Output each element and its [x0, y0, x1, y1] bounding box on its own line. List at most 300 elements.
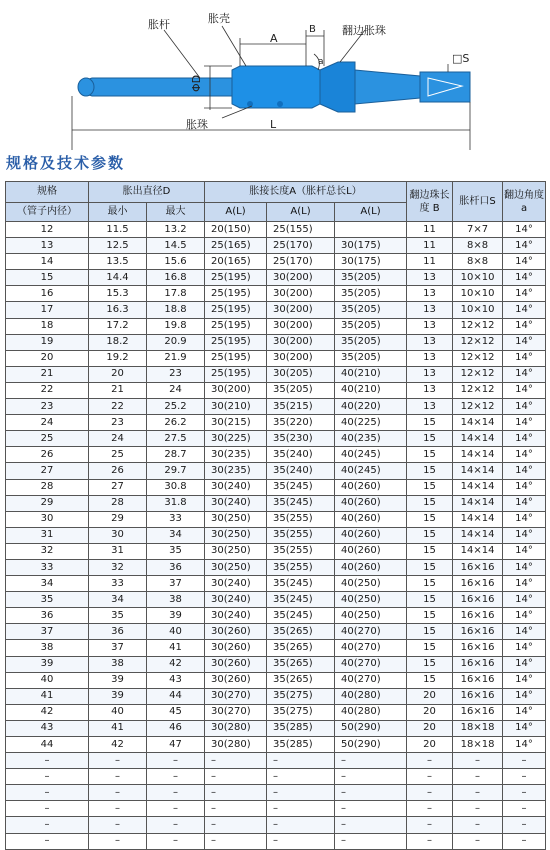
- cell-length-a3: 30(175): [335, 238, 407, 254]
- cell-spec: 34: [6, 576, 89, 592]
- cell-angle: 14°: [503, 350, 546, 366]
- cell-shank-s: 12×12: [453, 318, 503, 334]
- cell-max-d: 39: [147, 608, 205, 624]
- cell-flange-b: –: [407, 769, 453, 785]
- cell-shank-s: 12×12: [453, 399, 503, 415]
- cell-shank-s: –: [453, 801, 503, 817]
- cell-length-a3: –: [335, 769, 407, 785]
- header-a3: A(L): [335, 203, 407, 222]
- cell-shank-s: 14×14: [453, 527, 503, 543]
- header-length-a: 胀接长度A（胀杆总长L）: [205, 182, 407, 203]
- angle-a: a: [318, 57, 324, 67]
- cell-min-d: 19.2: [89, 350, 147, 366]
- cell-length-a2: 30(200): [267, 334, 335, 350]
- cell-min-d: 28: [89, 495, 147, 511]
- cell-shank-s: 16×16: [453, 656, 503, 672]
- cell-max-d: 27.5: [147, 431, 205, 447]
- cell-length-a3: 35(205): [335, 350, 407, 366]
- cell-shank-s: –: [453, 769, 503, 785]
- cell-angle: 14°: [503, 254, 546, 270]
- cell-min-d: –: [89, 801, 147, 817]
- cell-length-a3: 35(205): [335, 318, 407, 334]
- cell-min-d: 14.4: [89, 270, 147, 286]
- cell-length-a2: 35(215): [267, 399, 335, 415]
- header-spec: 规格: [6, 182, 89, 203]
- table-row: [6, 463, 546, 479]
- cell-min-d: 23: [89, 415, 147, 431]
- cell-flange-b: 15: [407, 608, 453, 624]
- shell-body: [232, 66, 320, 108]
- cell-spec: 31: [6, 527, 89, 543]
- cell-length-a2: 30(200): [267, 318, 335, 334]
- cell-max-d: 41: [147, 640, 205, 656]
- table-row: [6, 704, 546, 720]
- cell-length-a3: 40(235): [335, 431, 407, 447]
- cell-spec: 38: [6, 640, 89, 656]
- header-spec-sub: （管子内径）: [6, 203, 89, 222]
- cell-flange-b: –: [407, 753, 453, 769]
- label-flange-bead: 翻边胀珠: [342, 24, 386, 37]
- label-shell: 胀壳: [208, 12, 230, 25]
- table-row: [6, 511, 546, 527]
- cell-angle: 14°: [503, 415, 546, 431]
- shank-tip: [78, 78, 94, 96]
- cell-length-a2: –: [267, 769, 335, 785]
- cell-flange-b: 15: [407, 415, 453, 431]
- cell-min-d: 22: [89, 399, 147, 415]
- cell-min-d: 32: [89, 559, 147, 575]
- cell-length-a1: 30(280): [205, 737, 267, 753]
- cell-length-a2: 35(255): [267, 511, 335, 527]
- cell-length-a1: 30(215): [205, 415, 267, 431]
- cell-spec: 33: [6, 559, 89, 575]
- cell-flange-b: 15: [407, 511, 453, 527]
- cell-max-d: 43: [147, 672, 205, 688]
- cell-shank-s: 16×16: [453, 688, 503, 704]
- cell-max-d: 28.7: [147, 447, 205, 463]
- cell-flange-b: 13: [407, 366, 453, 382]
- cell-angle: 14°: [503, 222, 546, 238]
- cell-shank-s: 14×14: [453, 479, 503, 495]
- cell-length-a1: 20(165): [205, 254, 267, 270]
- cell-max-d: 16.8: [147, 270, 205, 286]
- cell-min-d: 41: [89, 720, 147, 736]
- cell-length-a3: 40(210): [335, 366, 407, 382]
- cell-min-d: 42: [89, 737, 147, 753]
- cell-flange-b: 15: [407, 495, 453, 511]
- cell-length-a3: 30(175): [335, 254, 407, 270]
- cell-flange-b: 15: [407, 447, 453, 463]
- cell-length-a3: 40(280): [335, 688, 407, 704]
- cell-spec: 19: [6, 334, 89, 350]
- cell-min-d: 40: [89, 704, 147, 720]
- table-row: [6, 753, 546, 769]
- cell-length-a1: 30(240): [205, 479, 267, 495]
- cell-length-a1: 25(195): [205, 334, 267, 350]
- cell-length-a1: –: [205, 801, 267, 817]
- cell-length-a1: –: [205, 785, 267, 801]
- cell-shank-s: 18×18: [453, 720, 503, 736]
- cell-angle: 14°: [503, 334, 546, 350]
- cell-max-d: –: [147, 769, 205, 785]
- cell-flange-b: 15: [407, 672, 453, 688]
- cell-length-a2: 35(285): [267, 737, 335, 753]
- cell-min-d: 18.2: [89, 334, 147, 350]
- cell-length-a1: 30(260): [205, 672, 267, 688]
- cell-length-a2: 35(220): [267, 415, 335, 431]
- header-flange-angle: 翻边角度a: [503, 182, 546, 222]
- cell-length-a1: –: [205, 817, 267, 833]
- cell-angle: 14°: [503, 656, 546, 672]
- cell-min-d: 33: [89, 576, 147, 592]
- table-row: [6, 366, 546, 382]
- table-row: [6, 238, 546, 254]
- cell-spec: –: [6, 833, 89, 849]
- cell-max-d: 38: [147, 592, 205, 608]
- cell-max-d: 46: [147, 720, 205, 736]
- cell-length-a2: 35(245): [267, 576, 335, 592]
- cell-length-a1: 30(240): [205, 495, 267, 511]
- cell-length-a2: 25(170): [267, 238, 335, 254]
- cell-length-a1: 30(280): [205, 720, 267, 736]
- cell-length-a2: –: [267, 753, 335, 769]
- cell-max-d: 35: [147, 543, 205, 559]
- cell-length-a3: 40(260): [335, 479, 407, 495]
- cell-length-a3: 40(220): [335, 399, 407, 415]
- cell-shank-s: 14×14: [453, 447, 503, 463]
- table-row: [6, 479, 546, 495]
- cell-shank-s: 14×14: [453, 463, 503, 479]
- cell-flange-b: –: [407, 785, 453, 801]
- cell-shank-s: 16×16: [453, 640, 503, 656]
- cell-min-d: 17.2: [89, 318, 147, 334]
- cell-angle: –: [503, 833, 546, 849]
- cell-length-a3: –: [335, 833, 407, 849]
- table-row: [6, 608, 546, 624]
- table-row: [6, 334, 546, 350]
- cell-flange-b: –: [407, 817, 453, 833]
- dim-l: L: [270, 118, 277, 131]
- cell-angle: –: [503, 801, 546, 817]
- cell-spec: –: [6, 753, 89, 769]
- cell-max-d: 26.2: [147, 415, 205, 431]
- cell-length-a2: 35(230): [267, 431, 335, 447]
- cell-spec: 12: [6, 222, 89, 238]
- cell-length-a3: 35(205): [335, 302, 407, 318]
- cell-angle: 14°: [503, 608, 546, 624]
- cell-length-a1: 25(165): [205, 238, 267, 254]
- cell-length-a2: 30(200): [267, 286, 335, 302]
- cell-length-a3: 40(250): [335, 576, 407, 592]
- header-min: 最小: [89, 203, 147, 222]
- table-row: [6, 399, 546, 415]
- cell-angle: –: [503, 785, 546, 801]
- cell-flange-b: 15: [407, 559, 453, 575]
- cell-length-a3: –: [335, 817, 407, 833]
- cell-min-d: 26: [89, 463, 147, 479]
- cell-spec: 39: [6, 656, 89, 672]
- cell-angle: 14°: [503, 672, 546, 688]
- cell-length-a3: 35(205): [335, 286, 407, 302]
- table-row: [6, 527, 546, 543]
- cell-spec: 16: [6, 286, 89, 302]
- cell-min-d: 25: [89, 447, 147, 463]
- cell-flange-b: 20: [407, 688, 453, 704]
- cell-shank-s: 16×16: [453, 592, 503, 608]
- cell-angle: 14°: [503, 511, 546, 527]
- cell-length-a1: 30(210): [205, 399, 267, 415]
- cell-length-a1: 30(250): [205, 511, 267, 527]
- cell-shank-s: 10×10: [453, 302, 503, 318]
- cell-length-a3: –: [335, 801, 407, 817]
- dim-b: B: [309, 24, 316, 35]
- cell-min-d: 39: [89, 688, 147, 704]
- cell-length-a3: 50(290): [335, 720, 407, 736]
- cell-angle: 14°: [503, 527, 546, 543]
- cell-flange-b: 13: [407, 350, 453, 366]
- cell-spec: 27: [6, 463, 89, 479]
- table-row: [6, 543, 546, 559]
- cell-min-d: 30: [89, 527, 147, 543]
- cell-shank-s: 7×7: [453, 222, 503, 238]
- tube-expander-diagram: [0, 0, 550, 152]
- cell-shank-s: –: [453, 817, 503, 833]
- cell-length-a3: 40(225): [335, 415, 407, 431]
- cell-max-d: 30.8: [147, 479, 205, 495]
- table-row: [6, 737, 546, 753]
- spec-table-body: [6, 222, 546, 850]
- table-row: [6, 801, 546, 817]
- cell-length-a2: 35(205): [267, 382, 335, 398]
- cell-length-a2: 35(255): [267, 527, 335, 543]
- rear-shank: [355, 70, 420, 104]
- cell-max-d: –: [147, 833, 205, 849]
- header-shank-s: 胀杆口S: [453, 182, 503, 222]
- table-row: [6, 817, 546, 833]
- cell-spec: 37: [6, 624, 89, 640]
- cell-max-d: 20.9: [147, 334, 205, 350]
- cell-angle: 14°: [503, 495, 546, 511]
- cell-max-d: 14.5: [147, 238, 205, 254]
- cell-max-d: –: [147, 785, 205, 801]
- cell-spec: 23: [6, 399, 89, 415]
- shank-rod: [80, 78, 232, 96]
- cell-max-d: 31.8: [147, 495, 205, 511]
- header-flange-b: 翻边珠长度 B: [407, 182, 453, 222]
- cell-length-a3: 35(205): [335, 334, 407, 350]
- table-row: [6, 688, 546, 704]
- table-row: [6, 302, 546, 318]
- cell-shank-s: 16×16: [453, 672, 503, 688]
- cell-length-a1: –: [205, 753, 267, 769]
- cell-max-d: –: [147, 801, 205, 817]
- cell-flange-b: 15: [407, 592, 453, 608]
- cell-spec: 44: [6, 737, 89, 753]
- cell-shank-s: 10×10: [453, 286, 503, 302]
- table-row: [6, 672, 546, 688]
- cell-length-a1: 30(240): [205, 592, 267, 608]
- cell-length-a1: 30(260): [205, 640, 267, 656]
- cell-length-a3: 40(260): [335, 543, 407, 559]
- table-row: [6, 222, 546, 238]
- cell-shank-s: 16×16: [453, 608, 503, 624]
- cell-flange-b: 15: [407, 431, 453, 447]
- cell-angle: 14°: [503, 302, 546, 318]
- cell-max-d: 29.7: [147, 463, 205, 479]
- cell-angle: 14°: [503, 576, 546, 592]
- cell-length-a3: –: [335, 785, 407, 801]
- cell-length-a2: 35(275): [267, 688, 335, 704]
- cell-angle: 14°: [503, 238, 546, 254]
- cell-length-a1: 30(260): [205, 624, 267, 640]
- cell-length-a2: 35(245): [267, 495, 335, 511]
- cell-length-a3: 40(270): [335, 624, 407, 640]
- cell-length-a1: –: [205, 769, 267, 785]
- cell-length-a2: 35(240): [267, 463, 335, 479]
- cell-flange-b: 13: [407, 382, 453, 398]
- cell-max-d: 21.9: [147, 350, 205, 366]
- cell-length-a1: 25(195): [205, 270, 267, 286]
- cell-spec: 41: [6, 688, 89, 704]
- cell-length-a1: 25(195): [205, 318, 267, 334]
- cell-spec: 13: [6, 238, 89, 254]
- cell-length-a3: 40(250): [335, 608, 407, 624]
- cell-min-d: 31: [89, 543, 147, 559]
- cell-flange-b: 15: [407, 640, 453, 656]
- cell-flange-b: 15: [407, 527, 453, 543]
- cell-flange-b: 20: [407, 704, 453, 720]
- cell-angle: 14°: [503, 399, 546, 415]
- cell-length-a3: 40(270): [335, 640, 407, 656]
- cell-angle: 14°: [503, 479, 546, 495]
- cell-min-d: 11.5: [89, 222, 147, 238]
- cell-angle: 14°: [503, 640, 546, 656]
- cell-length-a1: 30(270): [205, 688, 267, 704]
- table-row: [6, 286, 546, 302]
- cell-length-a2: 25(155): [267, 222, 335, 238]
- section-title: 规格及技术参数: [6, 154, 126, 172]
- cell-length-a1: 30(235): [205, 447, 267, 463]
- cell-length-a1: 25(195): [205, 366, 267, 382]
- cell-length-a2: 35(245): [267, 592, 335, 608]
- cell-length-a1: 30(200): [205, 382, 267, 398]
- table-row: [6, 640, 546, 656]
- cell-flange-b: 13: [407, 270, 453, 286]
- cell-length-a1: 30(250): [205, 559, 267, 575]
- cell-length-a2: –: [267, 833, 335, 849]
- table-row: [6, 576, 546, 592]
- cell-angle: –: [503, 753, 546, 769]
- cell-max-d: 23: [147, 366, 205, 382]
- cell-length-a3: 40(260): [335, 511, 407, 527]
- cell-length-a3: 40(250): [335, 592, 407, 608]
- cell-shank-s: 16×16: [453, 704, 503, 720]
- cell-spec: 40: [6, 672, 89, 688]
- cell-length-a3: [335, 222, 407, 238]
- cell-min-d: –: [89, 833, 147, 849]
- cell-flange-b: –: [407, 833, 453, 849]
- cell-max-d: 17.8: [147, 286, 205, 302]
- cell-spec: 18: [6, 318, 89, 334]
- cell-spec: 30: [6, 511, 89, 527]
- cell-min-d: 35: [89, 608, 147, 624]
- dim-s: □S: [452, 52, 470, 65]
- cell-length-a1: 30(240): [205, 608, 267, 624]
- cell-length-a1: 30(250): [205, 543, 267, 559]
- cell-angle: 14°: [503, 704, 546, 720]
- cell-angle: 14°: [503, 431, 546, 447]
- cell-min-d: 16.3: [89, 302, 147, 318]
- cell-shank-s: 10×10: [453, 270, 503, 286]
- cell-length-a2: 35(285): [267, 720, 335, 736]
- table-row: [6, 254, 546, 270]
- cell-shank-s: 14×14: [453, 543, 503, 559]
- cell-length-a2: 35(265): [267, 640, 335, 656]
- cell-angle: 14°: [503, 720, 546, 736]
- label-bead: 胀珠: [186, 118, 208, 131]
- cell-length-a3: 40(260): [335, 559, 407, 575]
- cell-length-a2: –: [267, 785, 335, 801]
- table-row: [6, 785, 546, 801]
- cell-length-a2: 35(240): [267, 447, 335, 463]
- cell-min-d: 39: [89, 672, 147, 688]
- cell-length-a3: 40(210): [335, 382, 407, 398]
- spec-table: [5, 181, 546, 850]
- cell-max-d: 36: [147, 559, 205, 575]
- table-row: [6, 624, 546, 640]
- cell-length-a2: 35(245): [267, 479, 335, 495]
- cell-flange-b: 15: [407, 656, 453, 672]
- cell-length-a2: 35(255): [267, 559, 335, 575]
- table-row: [6, 382, 546, 398]
- cell-flange-b: 11: [407, 254, 453, 270]
- cell-angle: 14°: [503, 382, 546, 398]
- cell-shank-s: 14×14: [453, 415, 503, 431]
- cell-min-d: 36: [89, 624, 147, 640]
- cell-shank-s: 8×8: [453, 254, 503, 270]
- label-shank: 胀杆: [148, 18, 170, 31]
- flange-bead-cone: [320, 62, 355, 112]
- cell-flange-b: 15: [407, 463, 453, 479]
- cell-length-a3: 35(205): [335, 270, 407, 286]
- cell-spec: 21: [6, 366, 89, 382]
- cell-min-d: 15.3: [89, 286, 147, 302]
- table-row: [6, 318, 546, 334]
- cell-shank-s: 18×18: [453, 737, 503, 753]
- cell-min-d: 21: [89, 382, 147, 398]
- table-row: [6, 431, 546, 447]
- cell-shank-s: 14×14: [453, 431, 503, 447]
- cell-length-a1: 30(260): [205, 656, 267, 672]
- cell-length-a1: 25(195): [205, 302, 267, 318]
- cell-length-a3: 40(280): [335, 704, 407, 720]
- cell-shank-s: –: [453, 785, 503, 801]
- cell-length-a1: –: [205, 833, 267, 849]
- cell-spec: –: [6, 801, 89, 817]
- cell-flange-b: 15: [407, 576, 453, 592]
- header-max: 最大: [147, 203, 205, 222]
- cell-flange-b: 15: [407, 479, 453, 495]
- table-row: [6, 769, 546, 785]
- cell-angle: 14°: [503, 270, 546, 286]
- cell-angle: 14°: [503, 447, 546, 463]
- cell-max-d: 37: [147, 576, 205, 592]
- cell-min-d: –: [89, 769, 147, 785]
- cell-shank-s: 12×12: [453, 334, 503, 350]
- cell-max-d: 42: [147, 656, 205, 672]
- cell-shank-s: 16×16: [453, 624, 503, 640]
- cell-angle: 14°: [503, 543, 546, 559]
